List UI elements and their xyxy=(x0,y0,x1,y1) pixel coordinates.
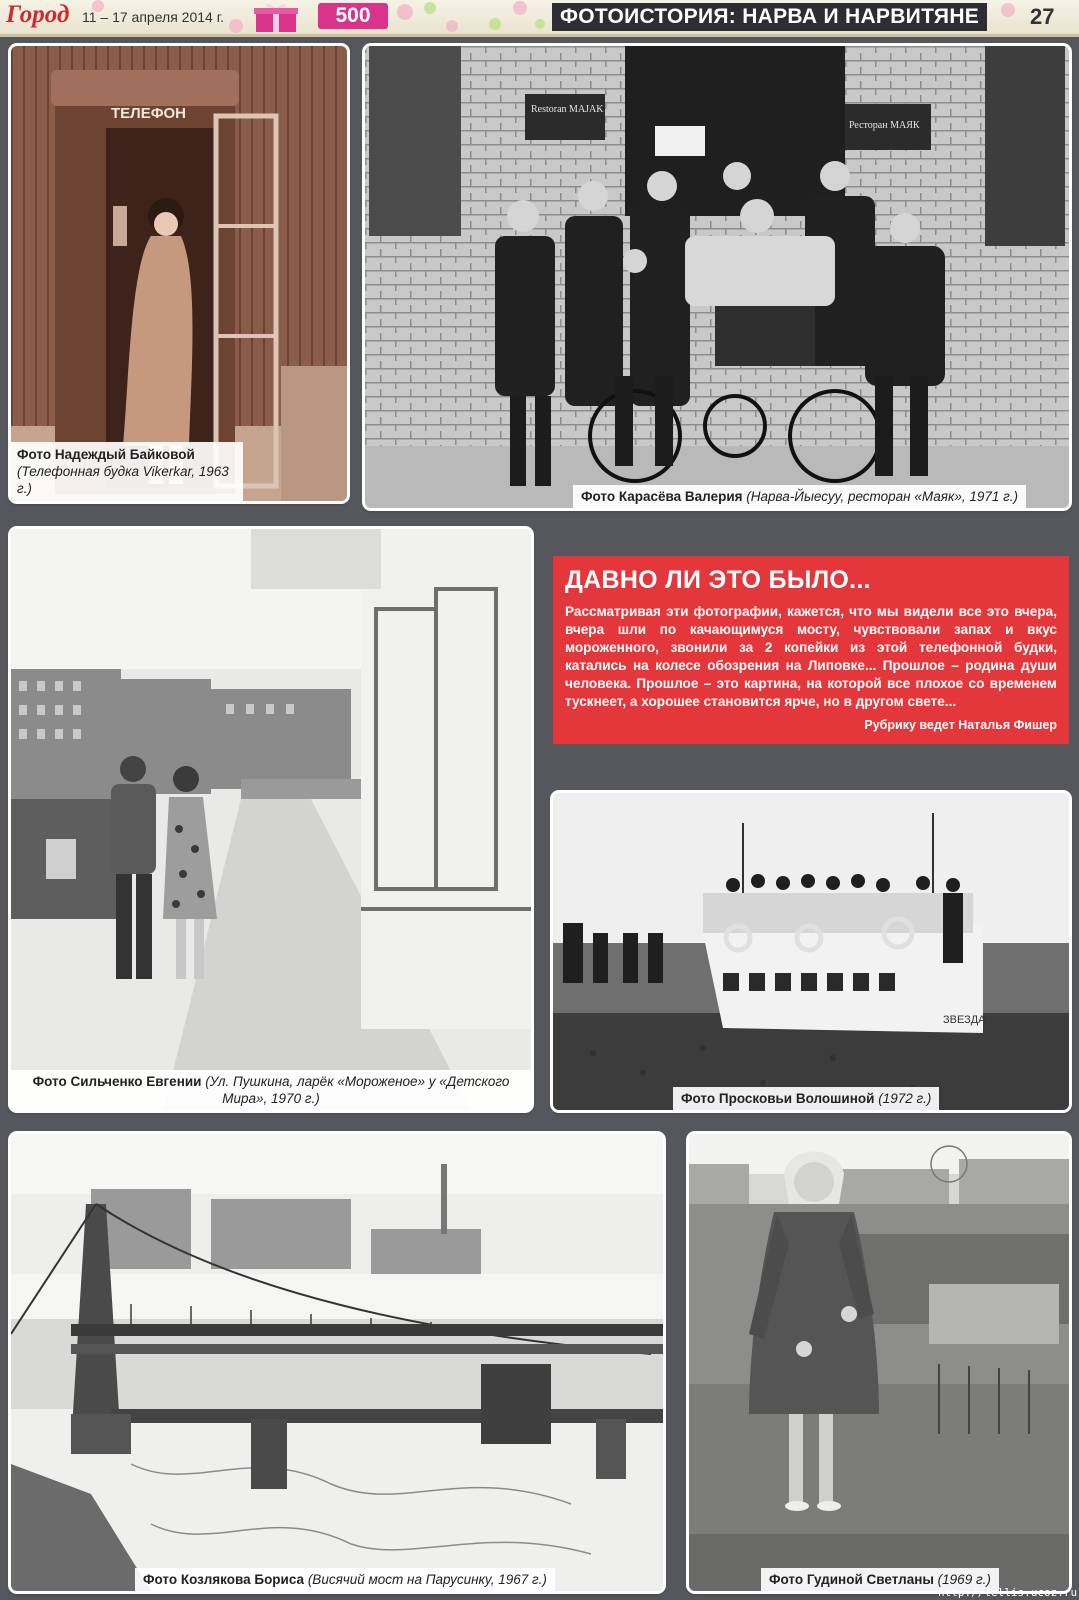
photo-author: Фото Надеждый Байковой xyxy=(17,447,195,462)
photo-author: Фото Просковьи Волошиной xyxy=(681,1091,875,1106)
photo-author: Фото Сильченко Евгении xyxy=(32,1074,202,1089)
article-box xyxy=(553,556,1069,744)
photo-caption xyxy=(573,485,1026,508)
photo-note: (Ул. Пушкина, ларёк «Мороженое» у «Детского Мира», 1970 г.) xyxy=(205,1074,510,1106)
photo-note: (1972 г.) xyxy=(878,1091,932,1106)
source-watermark: http://tellis.ucoz.ru xyxy=(938,1586,1078,1599)
photo-pushkin-street xyxy=(11,529,531,1110)
photo-author: Фото Карасёва Валерия xyxy=(581,489,743,504)
photo-note: (Висячий мост на Парусинку, 1967 г.) xyxy=(307,1572,547,1587)
article-byline: Рубрику ведет Наталья Фишер xyxy=(864,718,1057,732)
photo-caption xyxy=(673,1087,939,1110)
sign-right: Ресторан МАЯК xyxy=(849,120,920,131)
pushkin-street-image xyxy=(11,529,531,1110)
photo-telephone-booth xyxy=(11,46,347,501)
boat-name: ЗВЕЗДА xyxy=(943,1014,986,1026)
page-header xyxy=(0,0,1079,37)
booth-sign: ТЕЛЕФОН xyxy=(111,105,186,122)
magazine-logo: Город xyxy=(6,1,70,28)
gift-icon xyxy=(246,2,306,32)
suspension-bridge-image xyxy=(11,1134,663,1591)
page-number: 27 xyxy=(1030,4,1055,29)
photo-caption xyxy=(11,1070,531,1110)
photo-boat xyxy=(553,793,1069,1110)
photo-note: (Нарва-Йыесуу, ресторан «Маяк», 1971 г.) xyxy=(746,489,1019,504)
photo-caption xyxy=(135,1568,555,1591)
woman-portrait-image xyxy=(689,1134,1069,1591)
article-body: Рассматривая эти фотографии, кажется, что мы видели все это вчера, вчера шли по качающимуся мосту, чувствовали запах и вкус мороженного, звонили за 2 копейки из этой телефонной будки, катались на колесе обозрения на Липовке... Прошлое – родина души человека. Прошлое – это картина, на которой все плохое со временем тускнеет, а хорошее становится ярче, но в другом свете... xyxy=(565,604,1057,709)
issue-dates: 11 – 17 апреля 2014 г. xyxy=(82,9,224,25)
section-title: ФОТОИСТОРИЯ: НАРВА И НАРВИТЯНЕ xyxy=(552,3,987,31)
boat-image xyxy=(553,793,1069,1110)
photo-author: Фото Козлякова Бориса xyxy=(143,1572,305,1587)
restaurant-group-image xyxy=(365,46,1069,508)
photo-caption xyxy=(11,442,243,501)
telephone-booth-image xyxy=(11,46,347,501)
issue-number-badge: 500 xyxy=(318,3,388,29)
photo-note: (1969 г.) xyxy=(937,1572,991,1587)
photo-suspension-bridge xyxy=(11,1134,663,1591)
photo-restaurant-majak xyxy=(365,46,1069,508)
article-title: ДАВНО ЛИ ЭТО БЫЛО... xyxy=(565,566,871,594)
photo-note: (Телефонная будка Vikerkar, 1963 г.) xyxy=(17,464,229,496)
photo-author: Фото Гудиной Светланы xyxy=(769,1572,934,1587)
photo-woman-portrait xyxy=(689,1134,1069,1591)
sign-left: Restoran MAJAK xyxy=(531,104,604,115)
